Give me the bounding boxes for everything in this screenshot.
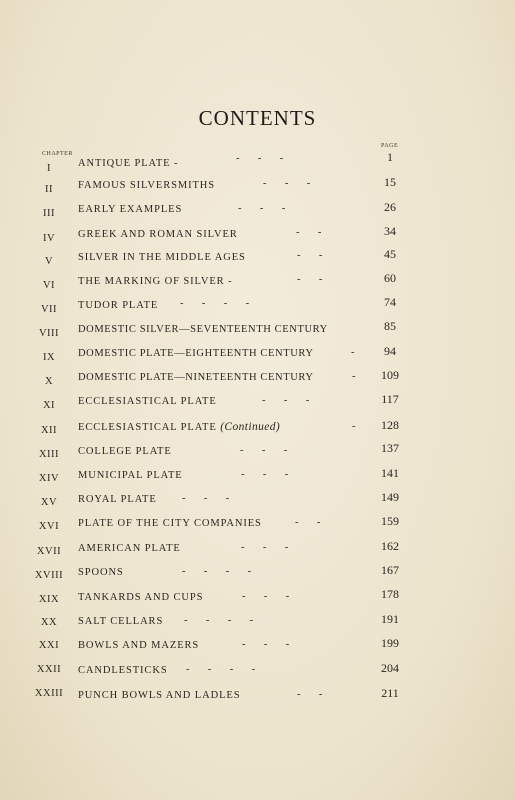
contents-entry xyxy=(0,344,515,368)
chapter-number: IX xyxy=(42,352,56,363)
page-number: 117 xyxy=(381,392,399,406)
chapter-title-text: ECCLESIASTICAL PLATE xyxy=(78,422,217,433)
page-number: 199 xyxy=(381,636,399,650)
chapter-title: SILVER IN THE MIDDLE AGES xyxy=(78,252,246,263)
leader-dashes: - - - - xyxy=(186,664,256,675)
leader-dashes: - - - xyxy=(182,493,230,504)
chapter-number: III xyxy=(43,208,55,219)
chapter-title: TANKARDS AND CUPS xyxy=(78,592,204,603)
page-number: 45 xyxy=(384,247,396,261)
page-number: 26 xyxy=(384,200,396,214)
contents-entry xyxy=(0,587,515,611)
chapter-column-header: CHAPTER xyxy=(42,151,73,157)
leader-dashes: - - - xyxy=(241,469,289,480)
leader-dashes: - - - xyxy=(263,178,311,189)
chapter-title: PUNCH BOWLS AND LADLES xyxy=(78,690,241,701)
page-number: 162 xyxy=(381,539,399,553)
contents-entry xyxy=(0,514,515,538)
contents-entry xyxy=(0,392,515,417)
contents-entry xyxy=(0,295,515,320)
chapter-title: CANDLESTICKS xyxy=(78,665,168,676)
page-number: 178 xyxy=(381,587,399,601)
chapter-number: X xyxy=(44,376,54,387)
leader-dashes: - - - xyxy=(236,153,284,164)
chapter-title: DOMESTIC PLATE—EIGHTEENTH CENTURY xyxy=(78,348,314,359)
leader-dashes: - - - xyxy=(241,542,289,553)
leader-dashes: - - xyxy=(295,517,321,528)
chapter-number: XII xyxy=(40,425,58,436)
chapter-number: IV xyxy=(42,233,56,244)
chapter-title: TUDOR PLATE xyxy=(78,300,159,311)
page-number: 1 xyxy=(387,150,393,164)
chapter-title: ANTIQUE PLATE - xyxy=(78,158,179,169)
page-number: 15 xyxy=(384,175,396,189)
contents-entry xyxy=(0,175,515,200)
chapter-title-continued: (Continued) xyxy=(220,421,281,433)
chapter-title: DOMESTIC SILVER—SEVENTEENTH CENTURY xyxy=(78,324,328,335)
chapter-title: EARLY EXAMPLES xyxy=(78,204,183,215)
chapter-number: XVI xyxy=(38,521,60,532)
leader-dashes: - - xyxy=(297,250,323,261)
chapter-number: XXI xyxy=(38,640,60,651)
leader-dashes: - - - - xyxy=(182,566,252,577)
chapter-number: XVIII xyxy=(34,570,64,581)
page-column-header: PAGE xyxy=(381,143,399,149)
chapter-number: I xyxy=(47,163,51,174)
chapter-title: SALT CELLARS xyxy=(78,616,164,627)
contents-entry xyxy=(0,636,515,659)
chapter-number: VII xyxy=(40,304,58,315)
leader-dashes: - - - xyxy=(238,203,286,214)
chapter-number: XIV xyxy=(38,473,60,484)
contents-entry xyxy=(0,466,515,490)
page-number: 159 xyxy=(381,514,399,528)
chapter-title: BOWLS AND MAZERS xyxy=(78,640,200,651)
contents-entry xyxy=(0,663,515,683)
chapter-number: XVII xyxy=(36,546,62,557)
contents-entry xyxy=(0,612,515,635)
contents-entry xyxy=(0,490,515,514)
leader-dashes: - - xyxy=(297,274,323,285)
page-number: 191 xyxy=(381,612,399,626)
contents-entry xyxy=(0,224,515,249)
page-number: 34 xyxy=(384,224,396,238)
chapter-number: II xyxy=(45,184,53,195)
chapter-title: GREEK AND ROMAN SILVER xyxy=(78,229,238,240)
page-number: 167 xyxy=(381,563,399,577)
chapter-title: AMERICAN PLATE xyxy=(78,543,181,554)
page-number: 94 xyxy=(384,344,396,358)
leader-dashes: - - xyxy=(297,689,323,700)
chapter-number: XV xyxy=(40,497,58,508)
chapter-number: XI xyxy=(42,400,56,411)
contents-entry xyxy=(0,563,515,587)
chapter-number: XX xyxy=(40,617,58,628)
leader-dashes: - xyxy=(351,347,355,358)
leader-dashes: - - - xyxy=(262,395,310,406)
contents-entry xyxy=(0,247,515,273)
contents-entry xyxy=(0,420,515,440)
chapter-title: COLLEGE PLATE xyxy=(78,446,172,457)
page-number: 211 xyxy=(381,686,399,700)
contents-entry xyxy=(0,271,515,296)
chapter-title: PLATE OF THE CITY COMPANIES xyxy=(78,518,262,529)
chapter-title: SPOONS xyxy=(78,567,124,578)
leader-dashes: - - - - xyxy=(184,615,254,626)
chapter-title: DOMESTIC PLATE—NINETEENTH CENTURY xyxy=(78,372,314,383)
chapter-title: MUNICIPAL PLATE xyxy=(78,470,183,481)
chapter-title: ROYAL PLATE xyxy=(78,494,157,505)
chapter-title: FAMOUS SILVERSMITHS xyxy=(78,180,216,191)
contents-entry xyxy=(0,319,515,343)
leader-dashes: - - - xyxy=(242,639,290,650)
leader-dashes: - - - xyxy=(242,591,290,602)
leader-dashes: - xyxy=(352,371,356,382)
leader-dashes: - xyxy=(352,421,356,432)
contents-entry xyxy=(0,200,515,225)
chapter-title xyxy=(78,421,280,433)
page-number: 128 xyxy=(381,418,399,432)
chapter-number: VIII xyxy=(38,328,60,339)
chapter-title: ECCLESIASTICAL PLATE xyxy=(78,396,217,407)
page-number: 204 xyxy=(381,661,399,675)
page-number: 74 xyxy=(384,295,396,309)
contents-entry xyxy=(0,539,515,563)
chapter-number: XXII xyxy=(36,664,62,675)
chapter-number: XXIII xyxy=(34,688,64,699)
page-number: 137 xyxy=(381,441,399,455)
chapter-number: VI xyxy=(42,280,56,291)
contents-entry xyxy=(0,441,515,466)
leader-dashes: - - - xyxy=(240,445,288,456)
chapter-number: XIX xyxy=(38,594,60,605)
contents-entry xyxy=(0,688,515,708)
page-number: 60 xyxy=(384,271,396,285)
leader-dashes: - - - - xyxy=(180,298,250,309)
page-number: 109 xyxy=(381,368,399,382)
page-number: 141 xyxy=(381,466,399,480)
page-number: 149 xyxy=(381,490,399,504)
chapter-title: THE MARKING OF SILVER - xyxy=(78,276,233,287)
chapter-number: XIII xyxy=(38,449,60,460)
page-title: CONTENTS xyxy=(198,106,317,130)
page-number: 85 xyxy=(384,319,396,333)
chapter-number: V xyxy=(44,256,54,267)
leader-dashes: - - xyxy=(296,227,322,238)
contents-entry xyxy=(0,368,515,392)
